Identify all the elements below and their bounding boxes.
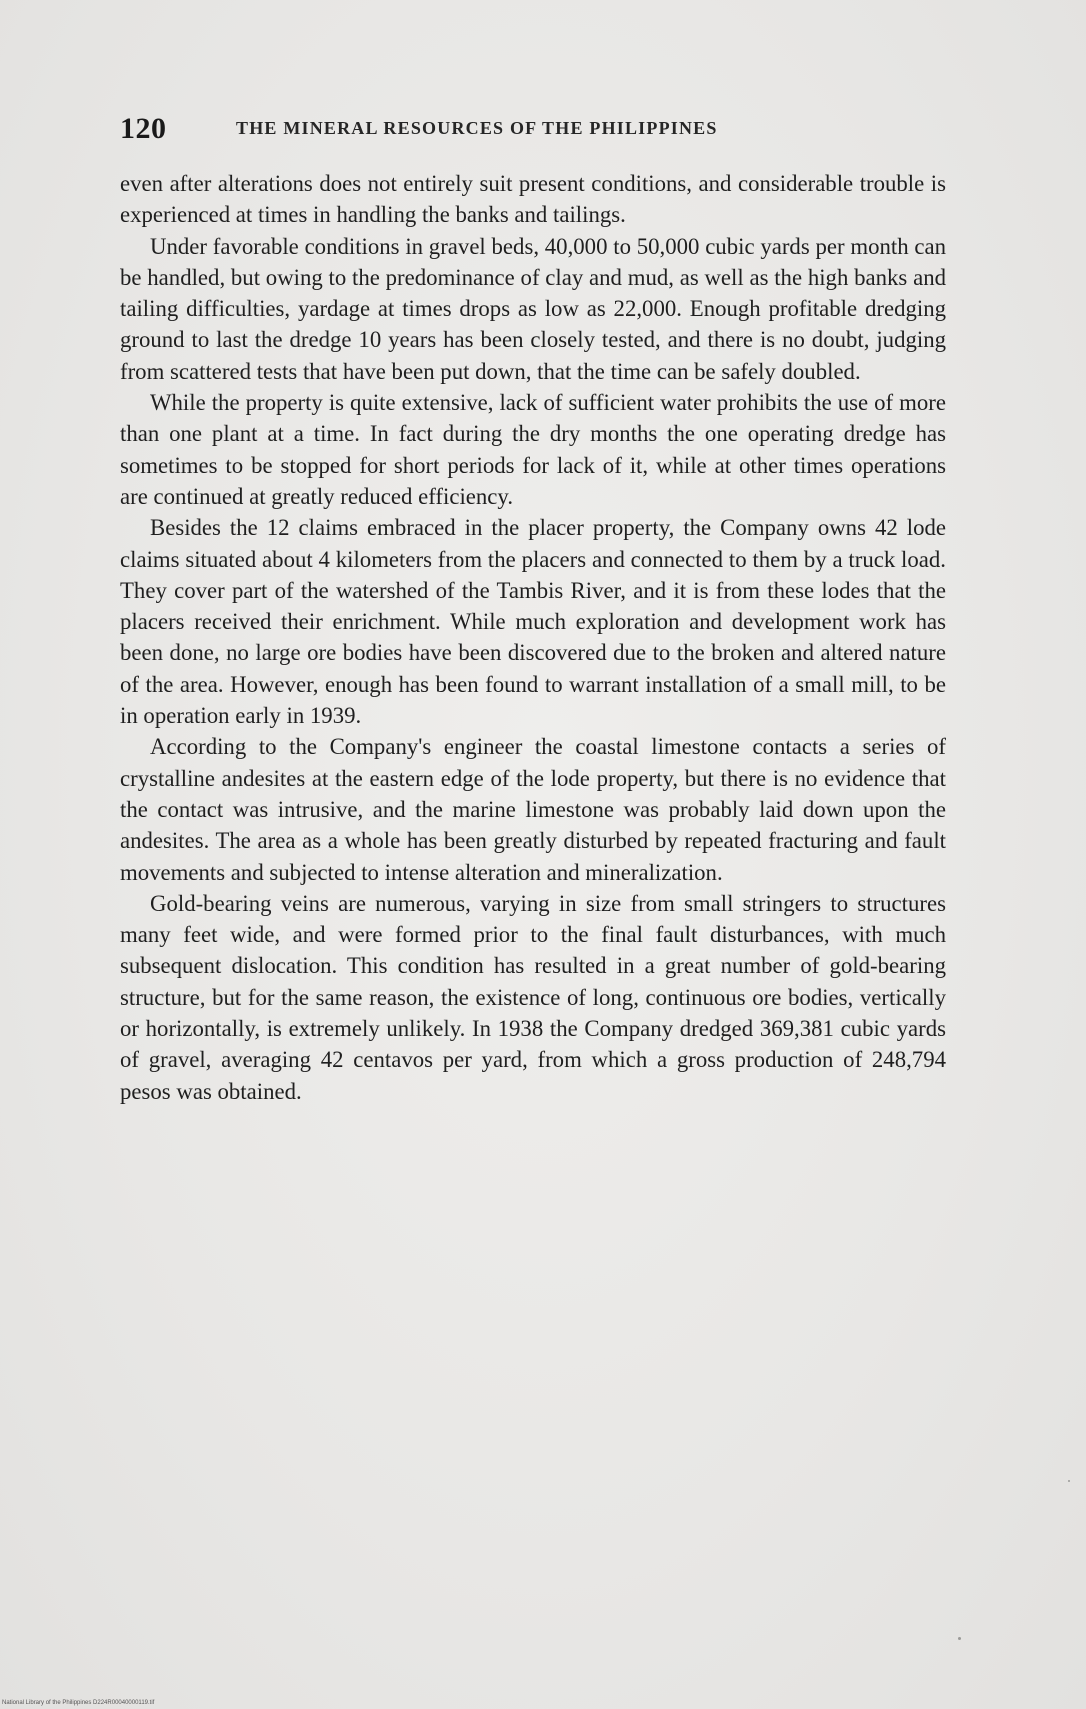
paragraph-geology: According to the Company's engineer the coastal limestone contacts a series of crystalline andesites at the eastern edge of the lode property, but there is no evidence that the contact was intrusive, and the marine limestone was probably laid down upon the andesites. The area as a whole has been greatly disturbed by repeated fracturing and fault movements and subjected to intense alteration and mineralization. [120, 734, 946, 885]
paragraph-water-supply: While the property is quite extensive, lack of sufficient water prohibits the use of more than one plant at a time. In fact during the dry months the one operating dredge has sometimes to be stopped for short periods for lack of it, while at other times operations are continued at greatly reduced efficiency. [120, 390, 946, 509]
paragraph-dredging-capacity: Under favorable conditions in gravel beds, 40,000 to 50,000 cubic yards per month can be handled, but owing to the predominance of clay and mud, as well as the high banks and tailing difficulties, yardage at times drops as low as 22,000. Enough profitable dredging ground to last the dredge 10 years has been closely tested, and there is no doubt, judging from scattered tests that have been put down, that the time can be safely doubled. [120, 233, 946, 384]
paragraph-continuation: even after alterations does not entirely suit present conditions, and considerable trouble is experienced at times in handling the banks and tailings. [120, 171, 946, 228]
page-number: 120 [120, 112, 167, 145]
running-head: THE MINERAL RESOURCES OF THE PHILIPPINES [236, 118, 718, 138]
paragraph-lode-claims: Besides the 12 claims embraced in the placer property, the Company owns 42 lode claims situated about 4 kilometers from the placers and connected to them by a truck load. They cover part of the watershed of the Tambis River, and it is from these lodes that the placers received their enrichment. While much exploration and development work has been done, no large ore bodies have been discovered due to the broken and altered nature of the area. However, enough has been found to warrant installation of a small mill, to be in operation early in 1939. [120, 515, 946, 729]
scan-footer-label: National Library of the Philippines D224R00040000119.tif [2, 1700, 155, 1706]
scan-speck [1068, 1480, 1070, 1482]
body-text [120, 168, 946, 1107]
page-header [120, 112, 950, 152]
paragraph-gold-veins: Gold-bearing veins are numerous, varying in size from small stringers to structures many feet wide, and were formed prior to the final fault disturbances, with much subsequent dislocation. This condition has resulted in a great number of gold-bearing structure, but for the same reason, the existence of long, continuous ore bodies, vertically or horizontally, is extremely unlikely. In 1938 the Company dredged 369,381 cubic yards of gravel, averaging 42 centavos per yard, from which a gross production of 248,794 pesos was obtained. [120, 890, 946, 1104]
scan-speck [958, 1637, 961, 1640]
